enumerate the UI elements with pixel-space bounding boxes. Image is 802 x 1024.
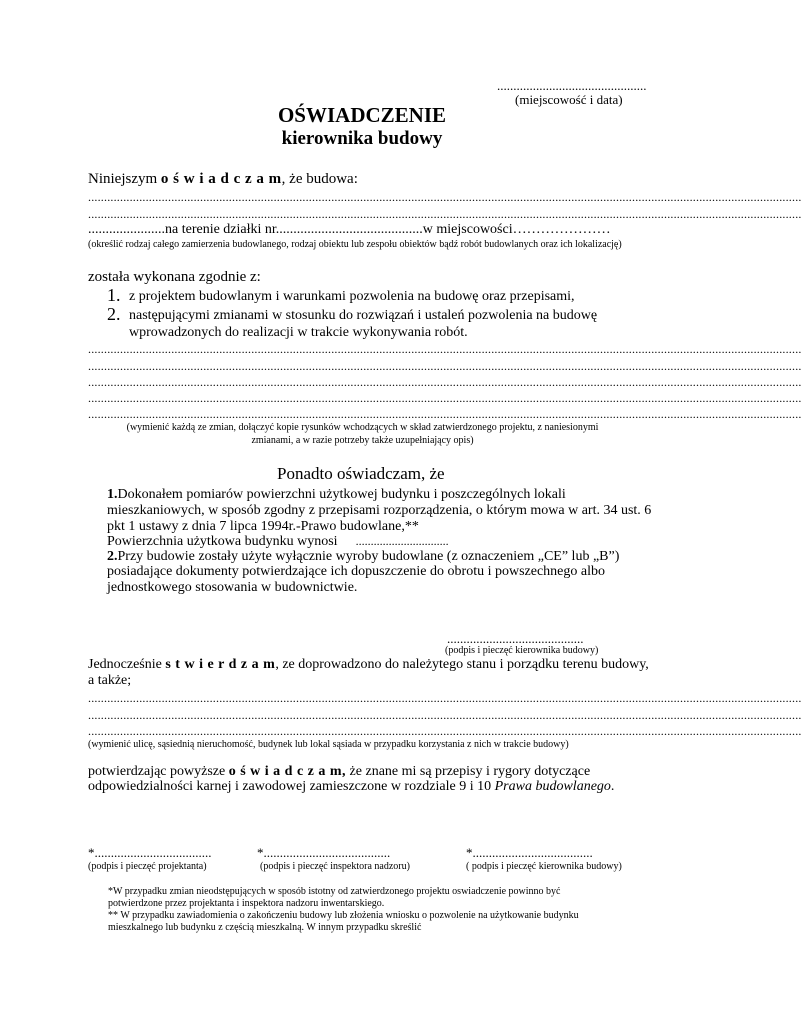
changes-line-4[interactable]: ............................................................................................................................................................................................................................... bbox=[88, 391, 802, 405]
neighbor-use-line-2[interactable]: ............................................................................................................................................................................................................................... bbox=[88, 708, 802, 722]
footnote-1-line-a: *W przypadku zmian nieodstępujących w sposób istotny od zatwierdzonego projektu oswiadczenie powinno być bbox=[108, 886, 561, 897]
neighbor-use-caption: (wymienić ulicę, sąsiednią nieruchomość, budynek lub lokal sąsiada w przypadku korzystania z nich w trakcie budowy) bbox=[88, 739, 569, 750]
responsibility-line2-prefix: odpowiedzialności karnej i zawodowej zamieszczone w rozdziale 9 i 10 bbox=[88, 779, 495, 794]
site-manager-signature-field[interactable]: *..................................... bbox=[466, 845, 593, 860]
changes-caption-b: zmianami, a w razie potrzeby także uzupełniający opis) bbox=[251, 435, 474, 446]
statement-suffix: , ze doprowadzono do należytego stanu i porządku terenu budowy, bbox=[275, 657, 649, 672]
construction-caption: (określić rodzaj całego zamierzenia budowlanego, rodzaj obiektu lub zespołu obiektów bądź robót budowlanych oraz ich lokalizację) bbox=[88, 239, 622, 250]
usable-area-line[interactable] bbox=[107, 534, 449, 550]
manager-signature-caption: (podpis i pieczęć kierownika budowy) bbox=[445, 645, 599, 656]
point-2-text-b: posiadające dokumenty potwierdzające ich dopuszczenie do obrotu i powszechnego albo bbox=[107, 564, 605, 579]
responsibility-suffix: że znane mi są przepisy i rygory dotyczące bbox=[346, 764, 591, 779]
place-date-caption: (miejscowość i data) bbox=[515, 92, 623, 107]
plot-line-end: ………………… bbox=[512, 222, 611, 237]
building-law-title: Prawa budowlanego bbox=[494, 779, 611, 794]
changes-caption-a: (wymienić każdą ze zmian, dołączyć kopie rysunków wchodzących w skład zatwierdzonego projektu, z naniesionymi bbox=[126, 422, 599, 433]
document-subtitle: kierownika budowy bbox=[281, 128, 443, 149]
inspector-signature-caption: (podpis i pieczęć inspektora nadzoru) bbox=[260, 861, 410, 872]
usable-area-field[interactable]: ............................... bbox=[355, 534, 449, 548]
item-2-number: 2. bbox=[107, 304, 121, 324]
designer-signature-caption: (podpis i pieczęć projektanta) bbox=[88, 861, 207, 872]
neighbor-use-line-1[interactable]: ............................................................................................................................................................................................................................... bbox=[88, 691, 802, 705]
statement-prefix: Jednocześnie bbox=[88, 657, 166, 672]
item-1-number: 1. bbox=[107, 285, 121, 305]
intro-prefix: Niniejszym bbox=[88, 171, 161, 187]
point-1-number: 1. bbox=[107, 487, 118, 502]
intro-line bbox=[88, 171, 358, 188]
point-1-text-a: Dokonałem pomiarów powierzchni użytkowej budynku i poszczególnych lokali bbox=[117, 487, 566, 502]
manager-signature-field[interactable]: .......................................... bbox=[447, 631, 584, 646]
point-2-line-a bbox=[107, 549, 619, 565]
responsibility-verb: o ś w i a d c z a m, bbox=[228, 764, 347, 779]
responsibility-statement bbox=[88, 764, 590, 780]
footnote-2-line-a: ** W przypadku zawiadomienia o zakończeniu budowy lub złożenia wniosku o pozwolenie na użytkowanie budynku bbox=[108, 910, 579, 921]
point-2-text-c: jednostkowego stosowania w budownictwie. bbox=[107, 580, 358, 595]
changes-line-5[interactable]: ............................................................................................................................................................................................................................... bbox=[88, 407, 802, 421]
point-1-text-b: mieszkaniowych, w sposób zgodny z przepisami rozporządzenia, o którym mowa w art. 34 ust. 6 bbox=[107, 503, 652, 518]
plot-line-start: ......................na terenie działki nr..........................................w miejscowości bbox=[88, 222, 513, 237]
responsibility-prefix: potwierdzając powyższe bbox=[88, 764, 229, 779]
place-date-field[interactable]: .............................................. bbox=[497, 78, 647, 93]
point-2-number: 2. bbox=[107, 549, 118, 564]
item-2-text-a: następującymi zmianami w stosunku do rozwiązań i ustaleń pozwolenia na budowę bbox=[129, 308, 598, 323]
point-1-text-c: pkt 1 ustawy z dnia 7 lipca 1994r.-Prawo budowlane,** bbox=[107, 519, 419, 534]
responsibility-line2-end: . bbox=[610, 779, 615, 794]
plot-location-line[interactable] bbox=[88, 222, 611, 238]
changes-line-2[interactable]: ............................................................................................................................................................................................................................... bbox=[88, 359, 802, 373]
footnote-2-line-b: mieszkalnego lub budynku z częścią mieszkalną. W innym przypadku skreślić bbox=[108, 922, 422, 933]
changes-line-3[interactable]: ............................................................................................................................................................................................................................... bbox=[88, 375, 802, 389]
usable-area-label: Powierzchnia użytkowa budynku wynosi bbox=[107, 534, 338, 549]
document-title: OŚWIADCZENIE bbox=[277, 103, 447, 127]
item-2-text-b: wprowadzonych do realizacji w trakcie wykonywania robót. bbox=[129, 325, 468, 340]
inspector-signature-field[interactable]: *....................................... bbox=[257, 845, 391, 860]
compliance-lead: została wykonana zgodnie z: bbox=[88, 269, 261, 285]
site-order-statement bbox=[88, 657, 649, 673]
neighbor-use-line-3[interactable]: ............................................................................................................................................................................................................................... bbox=[88, 724, 802, 738]
section-heading: Ponadto oświadczam, że bbox=[277, 464, 445, 483]
site-manager-signature-caption: ( podpis i pieczęć kierownika budowy) bbox=[466, 861, 622, 872]
construction-description-line-2[interactable]: ............................................................................................................................................................................................................................... bbox=[88, 207, 802, 221]
item-1-text: z projektem budowlanym i warunkami pozwolenia na budowę oraz przepisami, bbox=[129, 289, 575, 304]
construction-description-line-1[interactable]: ............................................................................................................................................................................................................................... bbox=[88, 190, 802, 204]
designer-signature-field[interactable]: *.................................... bbox=[88, 845, 212, 860]
statement-line-2: a także; bbox=[88, 673, 132, 688]
statement-verb: s t w i e r d z a m bbox=[165, 657, 276, 672]
intro-verb: o ś w i a d c z a m bbox=[160, 171, 282, 187]
responsibility-line-2 bbox=[88, 779, 614, 795]
intro-suffix: , że budowa: bbox=[281, 171, 358, 187]
point-2-text-a: Przy budowie zostały użyte wyłącznie wyroby budowlane (z oznaczeniem „CE” lub „B”) bbox=[117, 549, 620, 564]
footnote-1-line-b: potwierdzone przez projektanta i inspektora nadzoru inwentarskiego. bbox=[108, 898, 385, 909]
point-1-line-a bbox=[107, 487, 566, 503]
changes-line-1[interactable]: ............................................................................................................................................................................................................................... bbox=[88, 342, 802, 356]
